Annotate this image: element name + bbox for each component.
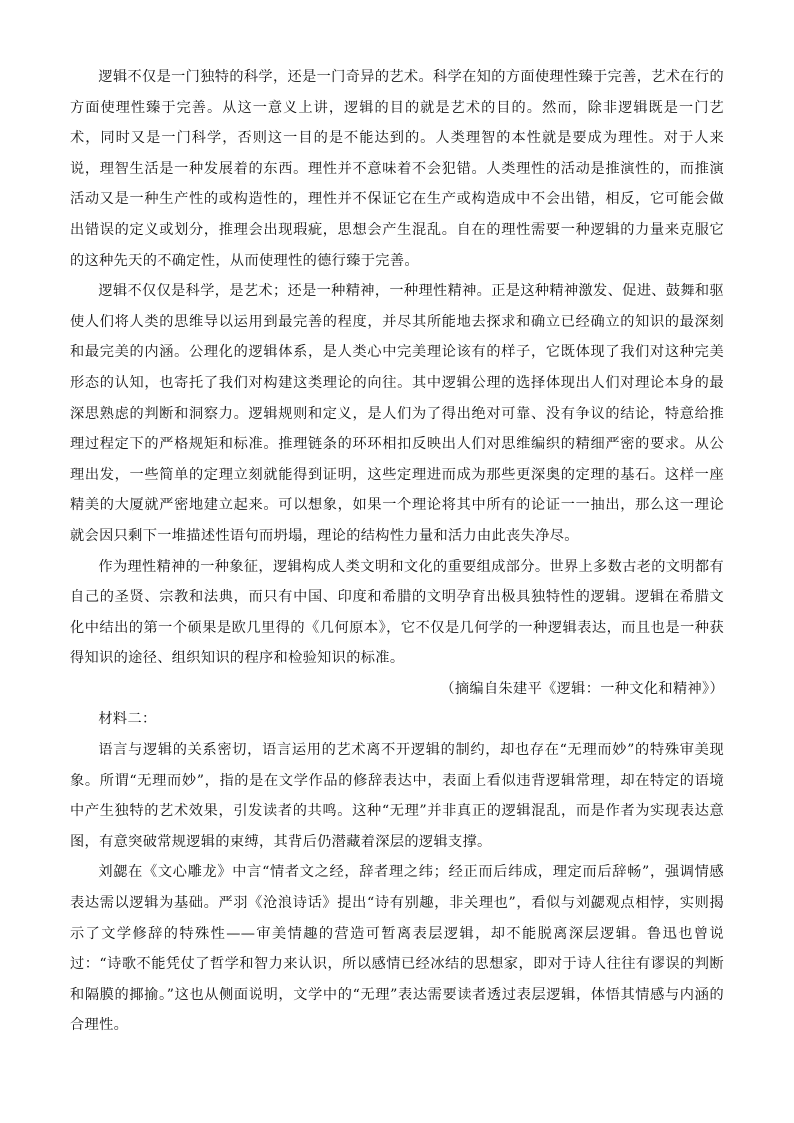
material-two-label: 材料二： (98, 711, 157, 728)
material-one-paragraph-3: 作为理性精神的一种象征，逻辑构成人类文明和文化的重要组成部分。世界上多数古老的文明都有自己的圣贤、宗教和法典，而只有中国、印度和希腊的文明孕育出极具独特性的逻辑。逻辑在希腊文化中结出的第一个硕果是欧几里得的《几何原本》，它不仅是几何学的一种逻辑表达，而且也是一种获得知识的途径、组织知识的程序和检验知识的标准。 (70, 558, 724, 667)
material-one-paragraph-2: 逻辑不仅仅是科学，是艺术；还是一种精神，一种理性精神。正是这种精神激发、促进、鼓舞和驱使人们将人类的思维导以运用到最完善的程度，并尽其所能地去探求和确立已经确立的知识的最深刻和最完美的内涵。公理化的逻辑体系，是人类心中完美理论该有的样子，它既体现了我们对这种完美形态的认知，也寄托了我们对构建这类理论的向往。其中逻辑公理的选择体现出人们对理论本身的最深思熟虑的判断和洞察力。逻辑规则和定义，是人们为了得出绝对可靠、没有争议的结论，特意给推理过程定下的严格规矩和标准。推理链条的环环相扣反映出人们对思维编织的精细严密的要求。从公理出发，一些简单的定理立刻就能得到证明，这些定理进而成为那些更深奥的定理的基石。这样一座精美的大厦就严密地建立起来。可以想象，如果一个理论将其中所有的论证一一抽出，那么这一理论就会因只剩下一堆描述性语句而坍塌，理论的结构性力量和活力由此丧失净尽。 (70, 283, 724, 544)
material-two-paragraph-1: 语言与逻辑的关系密切，语言运用的艺术离不开逻辑的制约，却也存在“无理而妙”的特殊审美现象。所谓“无理而妙”，指的是在文学作品的修辞表达中，表面上看似违背逻辑常理，却在特定的语境中产生独特的艺术效果，引发读者的共鸣。这种“无理”并非真正的逻辑混乱，而是作者为实现表达意图，有意突破常规逻辑的束缚，其背后仍潜藏着深层的逻辑支撑。 (70, 742, 724, 850)
document-page (70, 62, 724, 1041)
material-one-paragraph-1: 逻辑不仅是一门独特的科学，还是一门奇异的艺术。科学在知的方面使理性臻于完善，艺术在行的方面使理性臻于完善。从这一意义上讲，逻辑的目的就是艺术的目的。然而，除非逻辑既是一门艺术，同时又是一门科学，否则这一目的是不能达到的。人类理智的本性就是要成为理性。对于人来说，理智生活是一种发展着的东西。理性并不意味着不会犯错。人类理性的活动是推演性的，而推演活动又是一种生产性的或构造性的，理性并不保证它在生产或构造成中不会出错，相反，它可能会做出错误的定义或划分，推理会出现瑕疵，思想会产生混乱。自在的理性需要一种逻辑的力量来克服它的这种先天的不确定性，从而使理性的德行臻于完善。 (70, 69, 724, 269)
material-one-source: （摘编自朱建平《逻辑：一种文化和精神》） (440, 680, 724, 697)
material-two-paragraph-2: 刘勰在《文心雕龙》中言“情者文之经，辞者理之纬；经正而后纬成，理定而后辞畅”，强调情感表达需以逻辑为基础。严羽《沧浪诗话》提出“诗有别趣，非关理也”，看似与刘勰观点相悖，实则揭示了文学修辞的特殊性——审美情趣的营造可暂离表层逻辑，却不能脱离深层逻辑。鲁迅也曾说过：“诗歌不能凭仗了哲学和智力来认识，所以感情已经冰结的思想家，即对于诗人往往有谬误的判断和隔膜的揶揄。”这也从侧面说明，文学中的“无理”表达需要读者透过表层逻辑，体悟其情感与内涵的合理性。 (70, 864, 724, 1034)
